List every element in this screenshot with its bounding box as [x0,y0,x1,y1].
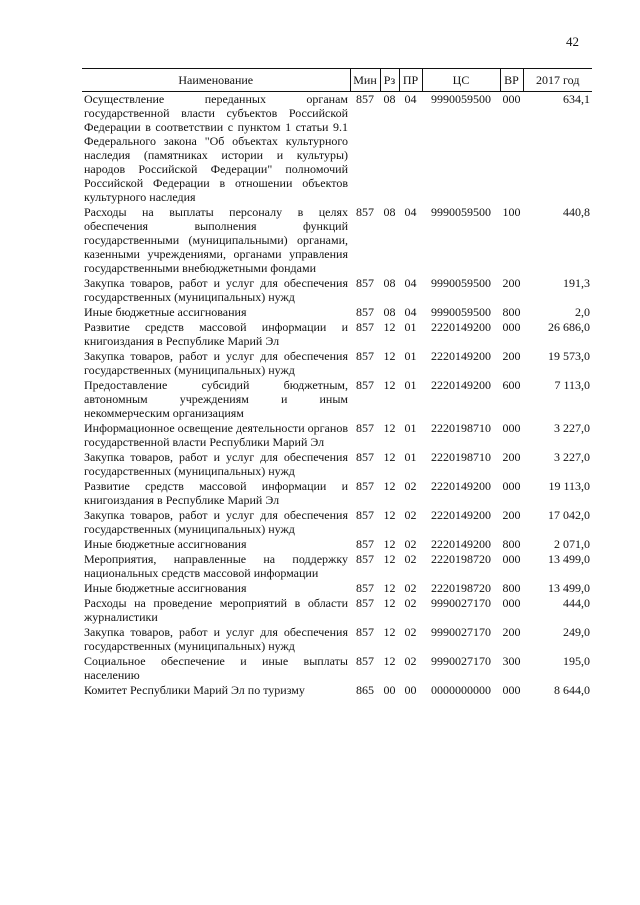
row-vr: 100 [502,205,521,219]
header-cs: ЦС [422,69,500,92]
row-pr: 02 [404,625,417,639]
row-pr: 02 [404,581,417,595]
header-name: Наименование [82,69,350,92]
row-amount: 19 573,0 [548,349,590,363]
row-cs: 2220149200 [431,508,491,522]
table-row [82,581,592,596]
table-row [82,596,592,625]
row-vr: 600 [502,378,521,392]
row-amount: 8 644,0 [554,683,590,697]
row-amount: 634,1 [563,92,590,106]
row-rz: 12 [383,596,396,610]
row-cs: 0000000000 [431,683,491,697]
row-pr: 02 [404,596,417,610]
row-amount: 13 499,0 [548,552,590,566]
row-pr: 02 [404,552,417,566]
row-name: Закупка товаров, работ и услуг для обеспечения государственных (муниципальных) нужд [84,276,348,304]
row-vr: 800 [502,581,521,595]
row-pr: 01 [404,378,417,392]
row-vr: 300 [502,654,521,668]
row-vr: 000 [502,596,521,610]
row-amount: 2,0 [575,305,590,319]
row-name: Закупка товаров, работ и услуг для обеспечения государственных (муниципальных) нужд [84,508,348,536]
row-cs: 2220149200 [431,537,491,551]
row-name: Закупка товаров, работ и услуг для обеспечения государственных (муниципальных) нужд [84,625,348,653]
row-min: 857 [356,378,374,392]
header-year: 2017 год [523,69,592,92]
row-rz: 12 [383,537,396,551]
row-min: 857 [356,320,374,334]
row-vr: 200 [502,276,521,290]
row-cs: 9990059500 [431,92,491,106]
row-cs: 9990059500 [431,205,491,219]
table-row [82,508,592,537]
row-cs: 9990027170 [431,654,491,668]
row-cs: 2220198710 [431,450,491,464]
row-cs: 2220198720 [431,581,491,595]
row-min: 857 [356,508,374,522]
row-min: 857 [356,421,374,435]
row-min: 857 [356,450,374,464]
row-pr: 01 [404,450,417,464]
row-rz: 12 [383,625,396,639]
row-amount: 195,0 [563,654,590,668]
row-name: Осуществление переданных органам государственной власти субъектов Российской Федерации в соответствии с пунктом 1 статьи 9.1 Федерального закона "Об объектах культурного наследия (памятниках истории и культуры) народов Российской Федерации" полномочий Российской Федерации в отношении объектов культурного наследия [84,92,348,204]
row-rz: 08 [383,276,396,290]
row-min: 857 [356,625,374,639]
row-min: 857 [356,581,374,595]
row-name: Развитие средств массовой информации и книгоиздания в Республике Марий Эл [84,320,348,348]
row-cs: 2220198710 [431,421,491,435]
row-cs: 2220149200 [431,378,491,392]
row-rz: 12 [383,479,396,493]
row-rz: 12 [383,421,396,435]
row-name: Информационное освещение деятельности органов государственной власти Республики Марий Эл [84,421,348,449]
row-amount: 2 071,0 [554,537,590,551]
row-pr: 01 [404,320,417,334]
header-min: Мин [350,69,380,92]
row-amount: 444,0 [563,596,590,610]
row-rz: 00 [383,683,396,697]
row-pr: 00 [404,683,417,697]
row-amount: 3 227,0 [554,421,590,435]
row-min: 857 [356,479,374,493]
row-vr: 000 [502,421,521,435]
table-row [82,654,592,683]
row-rz: 12 [383,654,396,668]
row-amount: 191,3 [563,276,590,290]
row-cs: 2220149200 [431,320,491,334]
row-min: 857 [356,349,374,363]
row-min: 865 [356,683,374,697]
row-cs: 9990059500 [431,276,491,290]
row-name: Иные бюджетные ассигнования [84,581,247,595]
row-amount: 7 113,0 [554,378,590,392]
row-vr: 000 [502,320,521,334]
header-rz: Рз [380,69,399,92]
table-row [82,552,592,581]
row-name: Социальное обеспечение и иные выплаты населению [84,654,348,682]
row-rz: 12 [383,552,396,566]
row-min: 857 [356,654,374,668]
table-row [82,479,592,508]
row-name: Закупка товаров, работ и услуг для обеспечения государственных (муниципальных) нужд [84,349,348,377]
table-row [82,305,592,320]
table-row [82,683,592,698]
row-amount: 13 499,0 [548,581,590,595]
header-row [82,69,592,92]
row-rz: 12 [383,508,396,522]
row-vr: 200 [502,349,521,363]
row-name: Расходы на проведение мероприятий в области журналистики [84,596,348,624]
row-vr: 000 [502,479,521,493]
row-rz: 08 [383,92,396,106]
row-pr: 04 [404,205,417,219]
table-row [82,320,592,349]
budget-table [82,68,592,698]
row-pr: 02 [404,537,417,551]
row-min: 857 [356,537,374,551]
row-min: 857 [356,276,374,290]
row-vr: 000 [502,552,521,566]
row-cs: 2220198720 [431,552,491,566]
row-min: 857 [356,205,374,219]
row-amount: 3 227,0 [554,450,590,464]
row-pr: 04 [404,92,417,106]
row-name: Комитет Республики Марий Эл по туризму [84,683,305,697]
row-cs: 2220149200 [431,479,491,493]
row-name: Предоставление субсидий бюджетным, автономным учреждениям и иным некоммерческим организациям [84,378,348,420]
row-pr: 04 [404,305,417,319]
row-vr: 800 [502,305,521,319]
header-vr: ВР [500,69,523,92]
row-amount: 19 113,0 [548,479,590,493]
table-row [82,378,592,421]
table-row [82,421,592,450]
row-pr: 01 [404,349,417,363]
row-cs: 9990059500 [431,305,491,319]
row-cs: 9990027170 [431,625,491,639]
table-row [82,205,592,276]
row-pr: 04 [404,276,417,290]
row-rz: 12 [383,450,396,464]
row-rz: 12 [383,581,396,595]
row-name: Мероприятия, направленные на поддержку национальных средств массовой информации [84,552,348,580]
row-name: Расходы на выплаты персоналу в целях обеспечения выполнения функций государственными (муниципальными) органами, казенными учреждениями, органами управления государственными внебюджетными фондами [84,205,348,275]
row-name: Закупка товаров, работ и услуг для обеспечения государственных (муниципальных) нужд [84,450,348,478]
table-row [82,92,592,206]
row-min: 857 [356,305,374,319]
table-row [82,625,592,654]
table-row [82,276,592,305]
header-pr: ПР [399,69,422,92]
table-row [82,450,592,479]
row-min: 857 [356,552,374,566]
row-amount: 440,8 [563,205,590,219]
row-vr: 200 [502,625,521,639]
row-vr: 800 [502,537,521,551]
row-cs: 2220149200 [431,349,491,363]
table-row [82,537,592,552]
page-number: 42 [566,34,579,49]
row-vr: 200 [502,450,521,464]
row-rz: 08 [383,205,396,219]
row-pr: 02 [404,654,417,668]
row-name: Иные бюджетные ассигнования [84,305,247,319]
row-amount: 26 686,0 [548,320,590,334]
row-rz: 12 [383,378,396,392]
row-amount: 249,0 [563,625,590,639]
row-rz: 08 [383,305,396,319]
row-pr: 01 [404,421,417,435]
row-vr: 000 [502,92,521,106]
row-cs: 9990027170 [431,596,491,610]
table-body [82,92,592,699]
row-rz: 12 [383,349,396,363]
row-vr: 200 [502,508,521,522]
row-name: Иные бюджетные ассигнования [84,537,247,551]
row-rz: 12 [383,320,396,334]
row-name: Развитие средств массовой информации и книгоиздания в Республике Марий Эл [84,479,348,507]
row-min: 857 [356,596,374,610]
row-pr: 02 [404,508,417,522]
row-min: 857 [356,92,374,106]
row-vr: 000 [502,683,521,697]
row-amount: 17 042,0 [548,508,590,522]
row-pr: 02 [404,479,417,493]
table-row [82,349,592,378]
